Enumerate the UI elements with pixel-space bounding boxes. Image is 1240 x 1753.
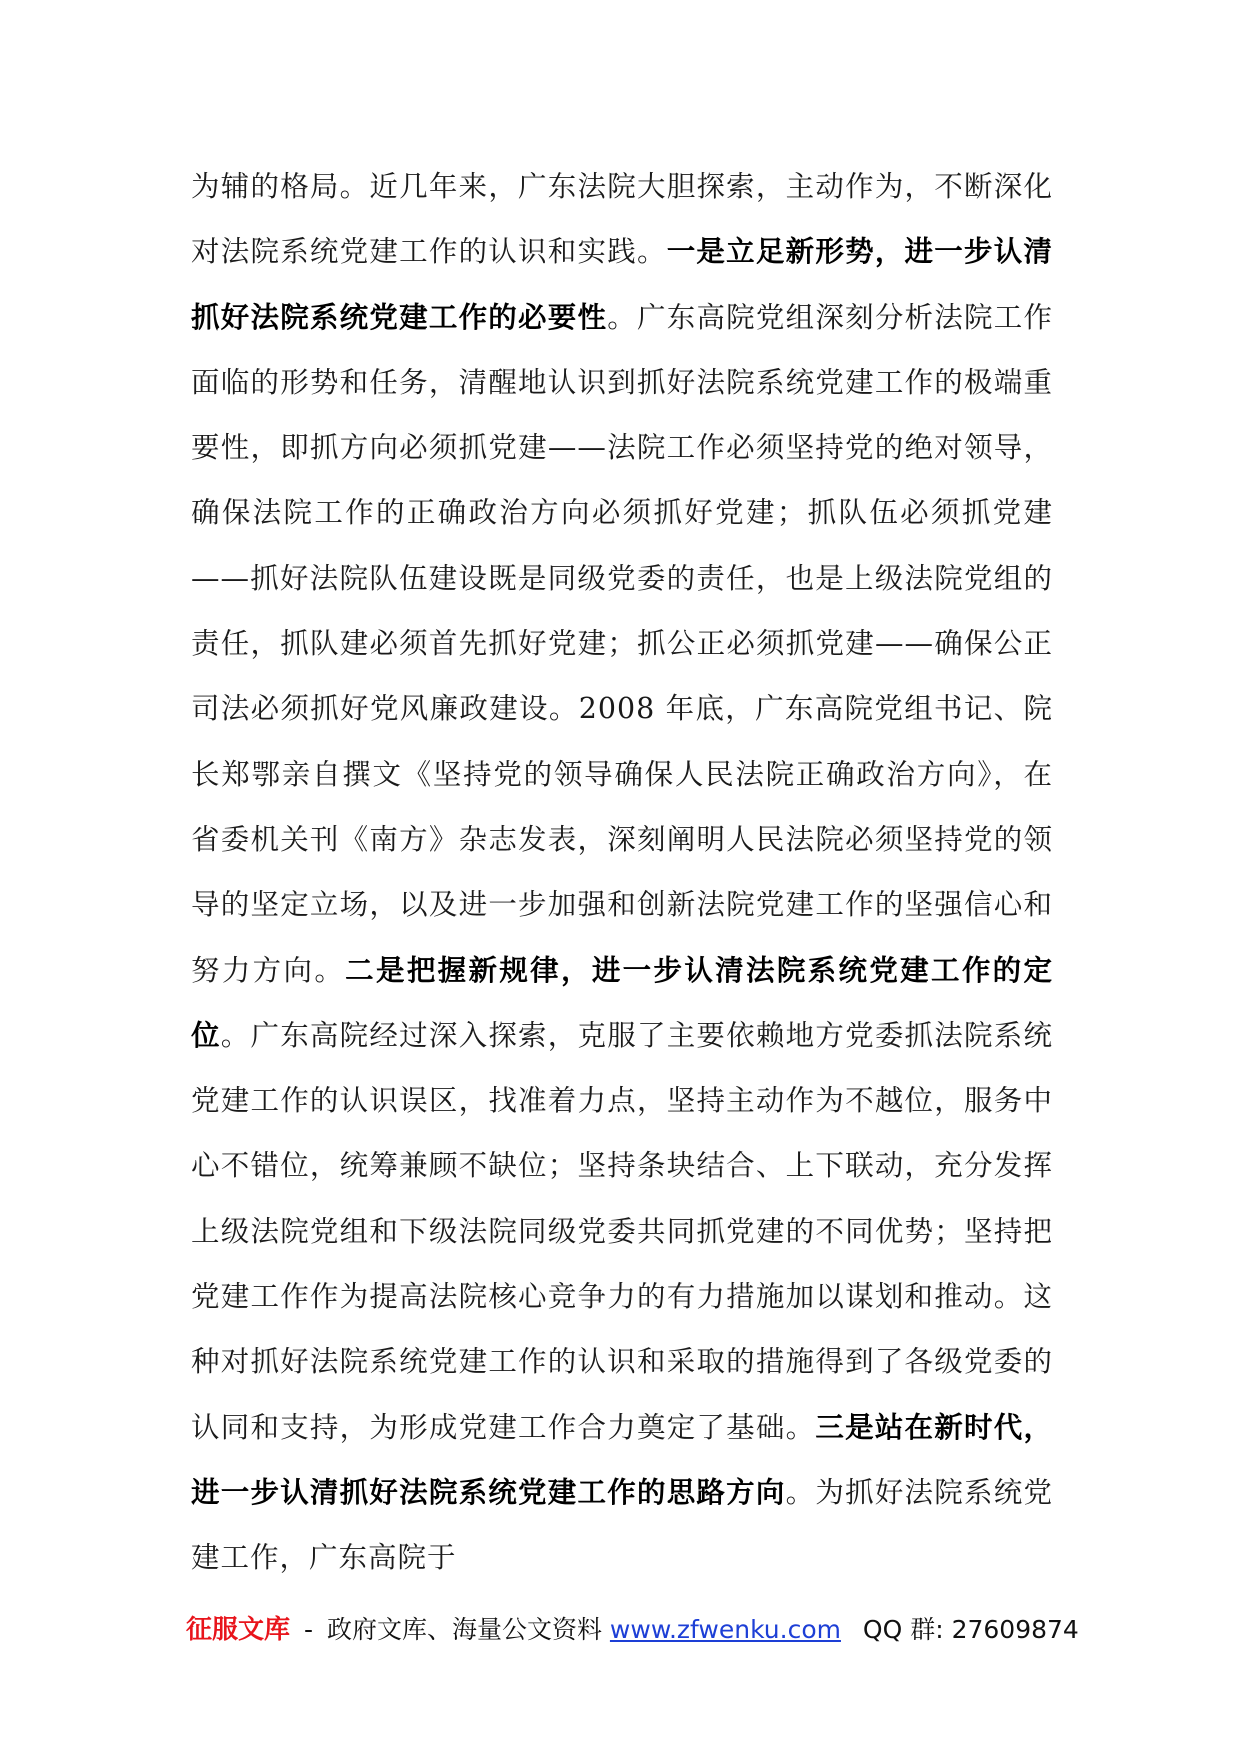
bold-heading-segment: 一是立足新形势，进一步认清抓好法院系统党建工作的必要性 [191,234,1053,334]
text-segment: 。为抓好法院系统党建工作，广东高院于 [191,1475,1053,1575]
footer-brand: 征服文库 [186,1615,291,1645]
text-segment: 。广东高院党组深刻分析法院工作面临的形势和任务，清醒地认识到抓好法院系统党建工作的极端重要性，即抓方向必须抓党建——法院工作必须坚持党的绝对领导，确保法院工作的正确政治方向必须抓好党建；抓队伍必须抓党建——抓好法院队伍建设既是同级党委的责任，也是上级法院党组的责任，抓队建必须首先抓好党建；抓公正必须抓党建——确保公正司法必须抓好党风廉政建设。2008 年底，广东高院党组书记、院长郑鄂亲自撰文《坚持党的领导确保人民法院正确政治方向》，在省委机关刊《南方》杂志发表，深刻阐明人民法院必须坚持党的领导的坚定立场，以及进一步加强和创新法院党建工作的坚强信心和努力方向。 [191,300,1053,987]
document-body [191,154,1053,1591]
paragraph [191,154,1053,1591]
footer-qq-group: QQ 群: 27609874 [862,1615,1079,1644]
bold-heading-segment: 三是站在新时代，进一步认清抓好法院系统党建工作的思路方向 [191,1409,1053,1509]
bold-heading-segment: 二是把握新规律，进一步认清法院系统党建工作的定位 [191,952,1053,1052]
text-segment: 为辅的格局。近几年来，广东法院大胆探索，主动作为，不断深化对法院系统党建工作的认识和实践。 [191,170,1053,269]
text-segment: 。广东高院经过深入探索，克服了主要依赖地方党委抓法院系统党建工作的认识误区，找准着力点，坚持主动作为不越位，服务中心不错位，统筹兼顾不缺位；坚持条块结合、上下联动，充分发挥上级法院党组和下级法院同级党委共同抓党建的不同优势；坚持把党建工作作为提高法院核心竞争力的有力措施加以谋划和推动。这种对抓好法院系统党建工作的认识和采取的措施得到了各级党委的认同和支持，为形成党建工作合力奠定了基础。 [191,1018,1053,1444]
footer-website-link[interactable]: www.zfwenku.com [609,1615,841,1644]
footer-separator: - [303,1615,313,1644]
page-footer [186,1612,1079,1648]
footer-description: 政府文库、海量公文资料 [326,1615,602,1644]
